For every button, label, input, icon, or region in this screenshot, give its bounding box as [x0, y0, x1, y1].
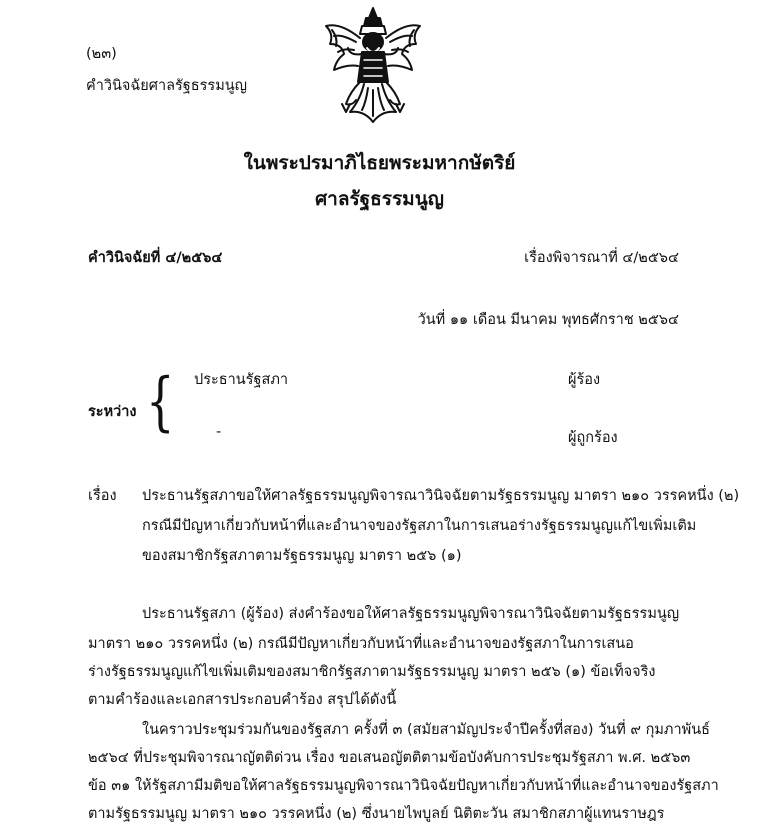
- brace-icon: {: [146, 365, 175, 439]
- petitioner: ประธานรัฐสภา: [194, 372, 289, 388]
- garuda-emblem: [320, 4, 426, 128]
- respondent: -: [216, 424, 222, 440]
- ruling-number: คำวินิจฉัยที่ ๔/๒๕๖๔: [88, 250, 223, 266]
- body-line: มาตรา ๒๑๐ วรรคหนึ่ง (๒) กรณีมีปัญหาเกี่ยวกับหน้าที่และอำนาจของรัฐสภาในการเสนอ: [88, 636, 634, 652]
- court-title: ศาลรัฐธรรมนูญ: [315, 188, 444, 210]
- subject-line: ของสมาชิกรัฐสภาตามรัฐธรรมนูญ มาตรา ๒๕๖ (๑): [142, 548, 462, 564]
- body-line: ประธานรัฐสภา (ผู้ร้อง) ส่งคำร้องขอให้ศาลรัฐธรรมนูญพิจารณาวินิจฉัยตามรัฐธรรมนูญ: [142, 606, 680, 622]
- royal-title: ในพระปรมาภิไธยพระมหากษัตริย์: [243, 152, 516, 174]
- body-line: ๒๕๖๔ ที่ประชุมพิจารณาญัตติด่วน เรื่อง ขอเสนอญัตติตามข้อบังคับการประชุมรัฐสภา พ.ศ. ๒๕๖๓: [88, 750, 691, 766]
- page-number: (๒๓): [86, 46, 117, 62]
- subject-label: เรื่อง: [88, 488, 117, 504]
- body-line: ตามคำร้องและเอกสารประกอบคำร้อง สรุปได้ดังนี้: [88, 692, 397, 708]
- between-label: ระหว่าง: [88, 404, 137, 420]
- subject-line: ประธานรัฐสภาขอให้ศาลรัฐธรรมนูญพิจารณาวินิจฉัยตามรัฐธรรมนูญ มาตรา ๒๑๐ วรรคหนึ่ง (๒): [142, 488, 740, 504]
- body-line: ร่างรัฐธรรมนูญแก้ไขเพิ่มเติมของสมาชิกรัฐสภาตามรัฐธรรมนูญ มาตรา ๒๕๖ (๑) ข้อเท็จจริง: [88, 664, 656, 680]
- document-type: คำวินิจฉัยศาลรัฐธรรมนูญ: [86, 78, 248, 94]
- subject-line: กรณีมีปัญหาเกี่ยวกับหน้าที่และอำนาจของรัฐสภาในการเสนอร่างรัฐธรรมนูญแก้ไขเพิ่มเติม: [142, 518, 697, 534]
- body-line: ในคราวประชุมร่วมกันของรัฐสภา ครั้งที่ ๓ (สมัยสามัญประจำปีครั้งที่สอง) วันที่ ๙ กุมภาพันธ์: [142, 722, 710, 738]
- petitioner-role: ผู้ร้อง: [568, 372, 601, 388]
- ruling-date: วันที่ ๑๑ เดือน มีนาคม พุทธศักราช ๒๕๖๔: [417, 312, 679, 328]
- body-line: ตามรัฐธรรมนูญ มาตรา ๒๑๐ วรรคหนึ่ง (๒) ซึ่งนายไพบูลย์ นิติตะวัน สมาชิกสภาผู้แทนราษฎร: [88, 806, 665, 822]
- body-line: ข้อ ๓๑ ให้รัฐสภามีมติขอให้ศาลรัฐธรรมนูญพิจารณาวินิจฉัยปัญหาเกี่ยวกับหน้าที่และอำนาจของรัฐสภา: [88, 778, 719, 794]
- case-number: เรื่องพิจารณาที่ ๔/๒๕๖๔: [524, 250, 679, 266]
- respondent-role: ผู้ถูกร้อง: [568, 430, 618, 446]
